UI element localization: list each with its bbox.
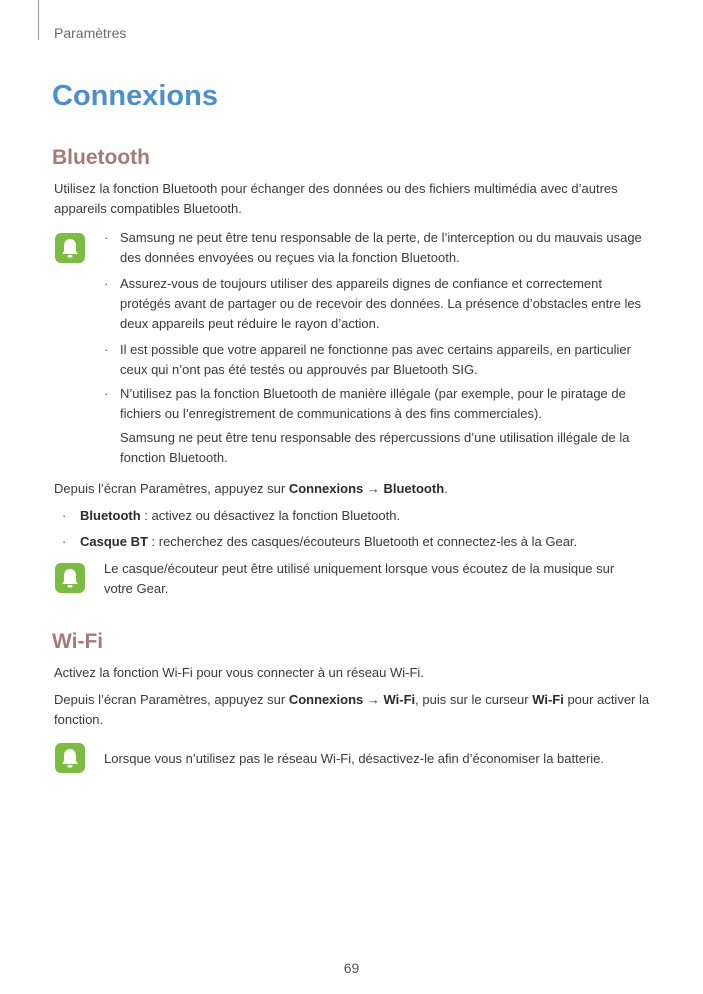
wifi-settings-path: Depuis l’écran Paramètres, appuyez sur Connexions → Wi-Fi, puis sur le curseur Wi-Fi pour activer la fonction. <box>54 692 650 727</box>
option-bullet: · <box>62 508 67 523</box>
caution-followup: Samsung ne peut être tenu responsable des répercussions d’une utilisation illégale de la fonction Bluetooth. <box>120 430 630 465</box>
bell-icon <box>54 742 86 774</box>
bluetooth-intro: Utilisez la fonction Bluetooth pour échanger des données ou des fichiers multimédia avec d’autres appareils compatibles Bluetooth. <box>54 181 618 216</box>
wifi-note: Lorsque vous n’utilisez pas le réseau Wi-Fi, désactivez-le afin d’économiser la batterie. <box>104 751 605 766</box>
path-menu-connexions: Connexions <box>288 692 364 707</box>
caution-bullet: · <box>104 386 109 401</box>
page-title: Connexions <box>52 80 218 112</box>
caution-item-3: Il est possible que votre appareil ne fonctionne pas avec certains appareils, en particulier ceux qui n’ont pas été testés ou approuvés par Bluetooth SIG. <box>120 342 631 377</box>
caution-bullet: · <box>104 230 109 245</box>
bell-icon <box>54 562 86 594</box>
bell-icon <box>54 232 86 264</box>
section-label: Paramètres <box>54 25 127 41</box>
caution-item-4: N’utilisez pas la fonction Bluetooth de manière illégale (par exemple, pour le piratage de fichiers ou l’enregistrement de communications à des fins commerciales). <box>120 386 626 421</box>
caution-item-1: Samsung ne peut être tenu responsable de la perte, de l’interception ou du mauvais usage des données envoyées ou reçues via la fonction Bluetooth. <box>120 230 642 265</box>
path-switch-wifi: Wi-Fi <box>532 692 564 707</box>
path-menu-connexions: Connexions <box>288 481 364 496</box>
page-number: 69 <box>343 960 360 976</box>
caution-bullet: · <box>104 342 109 357</box>
option-bluetooth: Bluetooth : activez ou désactivez la fonction Bluetooth. <box>80 508 401 523</box>
caution-item-2: Assurez-vous de toujours utiliser des appareils dignes de confiance et correctement protégés avant de partager ou de recevoir des données. La présence d’obstacles entre les deux appareils peut réduire le rayon d’action. <box>120 276 642 331</box>
wifi-heading: Wi-Fi <box>52 630 104 653</box>
bluetooth-note: Le casque/écouteur peut être utilisé uniquement lorsque vous écoutez de la musique sur votre Gear. <box>104 561 615 596</box>
caution-bullet: · <box>104 276 109 291</box>
bluetooth-heading: Bluetooth <box>52 146 150 169</box>
path-item-wifi: Wi-Fi <box>383 692 416 707</box>
wifi-intro: Activez la fonction Wi-Fi pour vous connecter à un réseau Wi-Fi. <box>54 665 424 680</box>
header-rule <box>38 0 39 40</box>
bluetooth-settings-path: Depuis l’écran Paramètres, appuyez sur Connexions → Bluetooth. <box>54 481 448 496</box>
path-item-bluetooth: Bluetooth <box>383 481 445 496</box>
option-bullet: · <box>62 534 67 549</box>
option-casque-bt: Casque BT : recherchez des casques/écouteurs Bluetooth et connectez-les à la Gear. <box>80 534 578 549</box>
